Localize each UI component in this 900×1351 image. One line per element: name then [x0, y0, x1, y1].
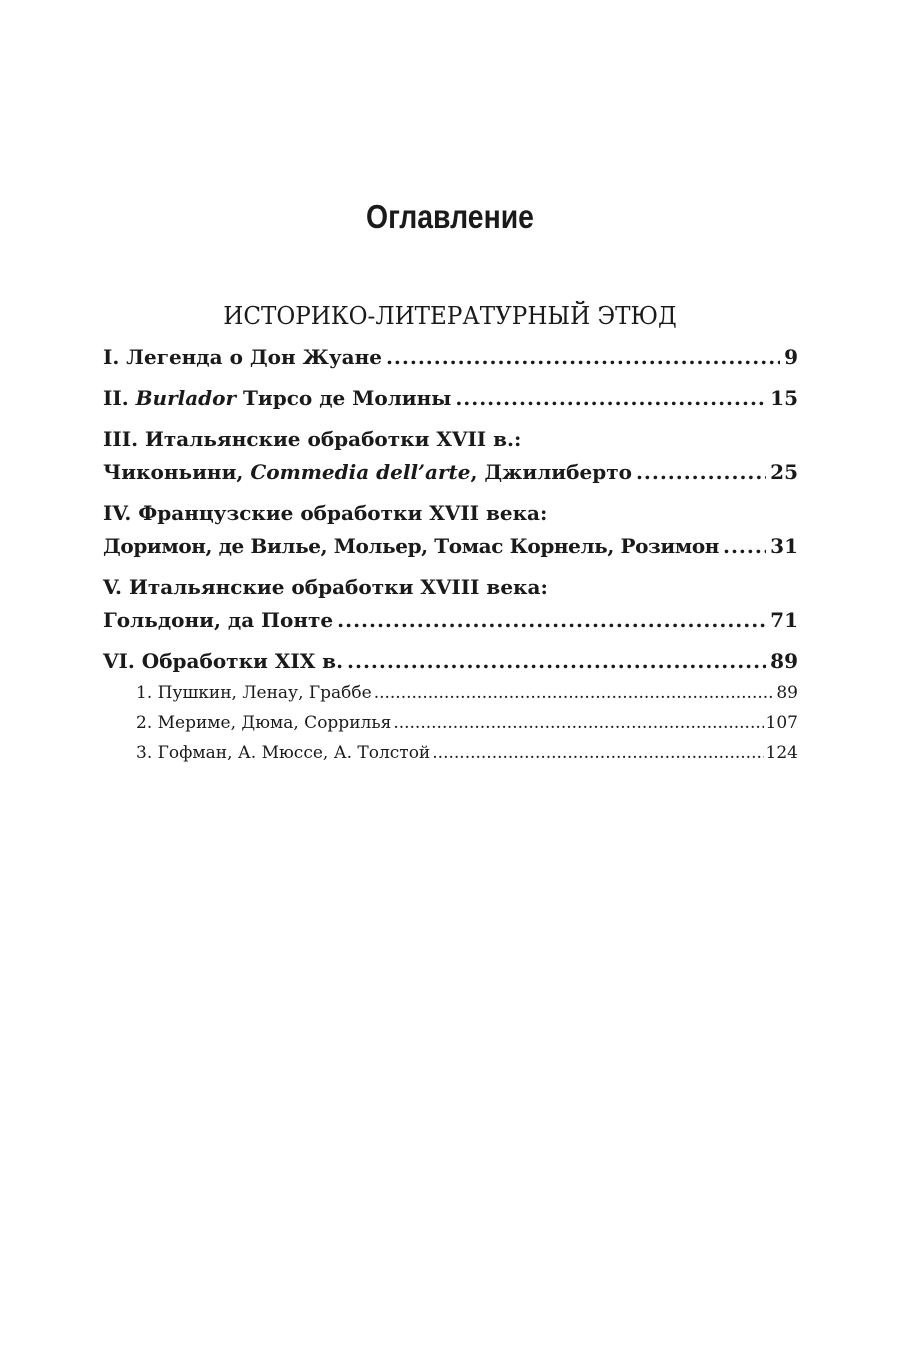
toc-page-number: 89	[776, 683, 798, 703]
toc-entry-title: Чиконьини, Commedia dell’arte, Джилиберто	[103, 460, 632, 484]
toc-page-number: 124	[765, 743, 798, 763]
page-title: Оглавление	[366, 198, 534, 235]
toc-entry-title-line1: III. Итальянские обработки XVII в.:	[103, 427, 522, 451]
dot-leader	[636, 456, 766, 489]
dot-leader	[393, 708, 763, 738]
toc-entry-title: I. Легенда о Дон Жуане	[103, 345, 382, 369]
toc-entry-title-line1: IV. Французские обработки XVII века:	[103, 501, 548, 525]
dot-leader	[374, 678, 775, 708]
toc-entry-title: II. Burlador Тирсо де Молины	[103, 386, 452, 410]
toc-entry-3[interactable]	[103, 423, 798, 489]
table-of-contents	[103, 341, 798, 768]
toc-page-number: 9	[784, 345, 798, 369]
dot-leader	[337, 604, 766, 637]
toc-page-number: 71	[770, 608, 798, 632]
toc-page-number: 31	[770, 534, 798, 558]
toc-subentry-2[interactable]	[136, 708, 798, 738]
toc-subentry-title: 2. Мериме, Дюма, Соррилья	[136, 713, 392, 733]
toc-subentry-title: 3. Гофман, А. Мюссе, А. Толстой	[136, 743, 431, 763]
toc-page-number: 15	[770, 386, 798, 410]
toc-subentry-title: 1. Пушкин, Ленау, Граббе	[136, 683, 372, 703]
dot-leader	[347, 645, 766, 678]
toc-entry-4[interactable]	[103, 497, 798, 563]
toc-entry-title-line1: V. Итальянские обработки XVIII века:	[103, 575, 548, 599]
toc-entry-title: VI. Обработки XIX в.	[103, 649, 344, 673]
toc-subentry-1[interactable]	[136, 678, 798, 708]
toc-page-number: 89	[770, 649, 798, 673]
toc-entry-5[interactable]	[103, 571, 798, 637]
dot-leader	[386, 341, 780, 374]
toc-page-number: 25	[770, 460, 798, 484]
dot-leader	[723, 530, 766, 563]
toc-entry-2[interactable]	[103, 382, 798, 415]
toc-subentry-3[interactable]	[136, 738, 798, 768]
section-heading: ИСТОРИКО-ЛИТЕРАТУРНЫЙ ЭТЮД	[223, 302, 677, 330]
toc-page-number: 107	[765, 713, 798, 733]
toc-entry-title: Доримон, де Вилье, Мольер, Томас Корнель, Розимон	[103, 534, 719, 558]
dot-leader	[432, 738, 763, 768]
dot-leader	[455, 382, 766, 415]
toc-entry-title: Гольдони, да Понте	[103, 608, 334, 632]
toc-entry-6[interactable]	[103, 645, 798, 678]
toc-entry-1[interactable]	[103, 341, 798, 374]
